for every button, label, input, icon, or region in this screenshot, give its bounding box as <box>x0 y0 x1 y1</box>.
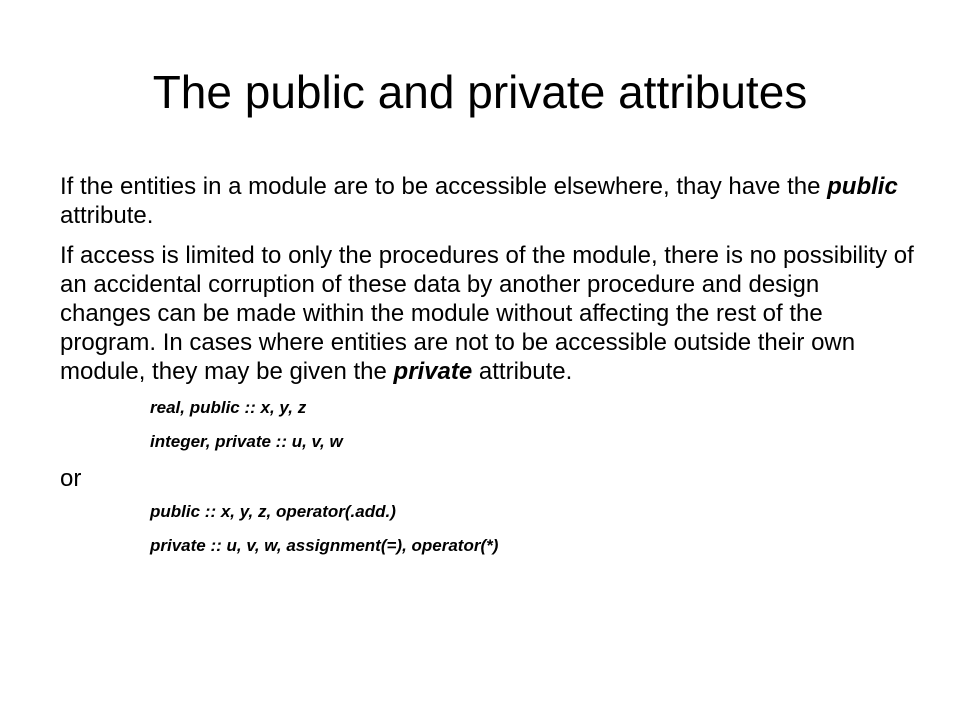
slide-title: The public and private attributes <box>152 66 808 118</box>
private-keyword: private <box>393 358 473 385</box>
code-line: real, public :: x, y, z <box>150 398 307 417</box>
or-separator: or <box>60 465 82 492</box>
paragraph-public <box>60 172 915 230</box>
code-line: private :: u, v, w, assignment(=), operator(*) <box>150 536 499 555</box>
paragraph-private-text: If access is limited to only the procedures of the module, there is no possibility of an accidental corruption of these data by another procedure and design changes can be made within the module without affecting the rest of the program. In cases where entities are not to be accessible outside their own module, they may be given the <box>60 242 914 385</box>
paragraph-public-end: attribute. <box>60 202 154 229</box>
paragraph-private-end: attribute. <box>472 358 573 385</box>
paragraph-private <box>60 241 915 386</box>
code-line: integer, private :: u, v, w <box>150 432 343 451</box>
code-line: public :: x, y, z, operator(.add.) <box>150 502 396 521</box>
slide-body <box>60 172 915 569</box>
paragraph-public-text: If the entities in a module are to be accessible elsewhere, thay have the <box>60 173 828 200</box>
public-keyword: public <box>827 173 898 200</box>
